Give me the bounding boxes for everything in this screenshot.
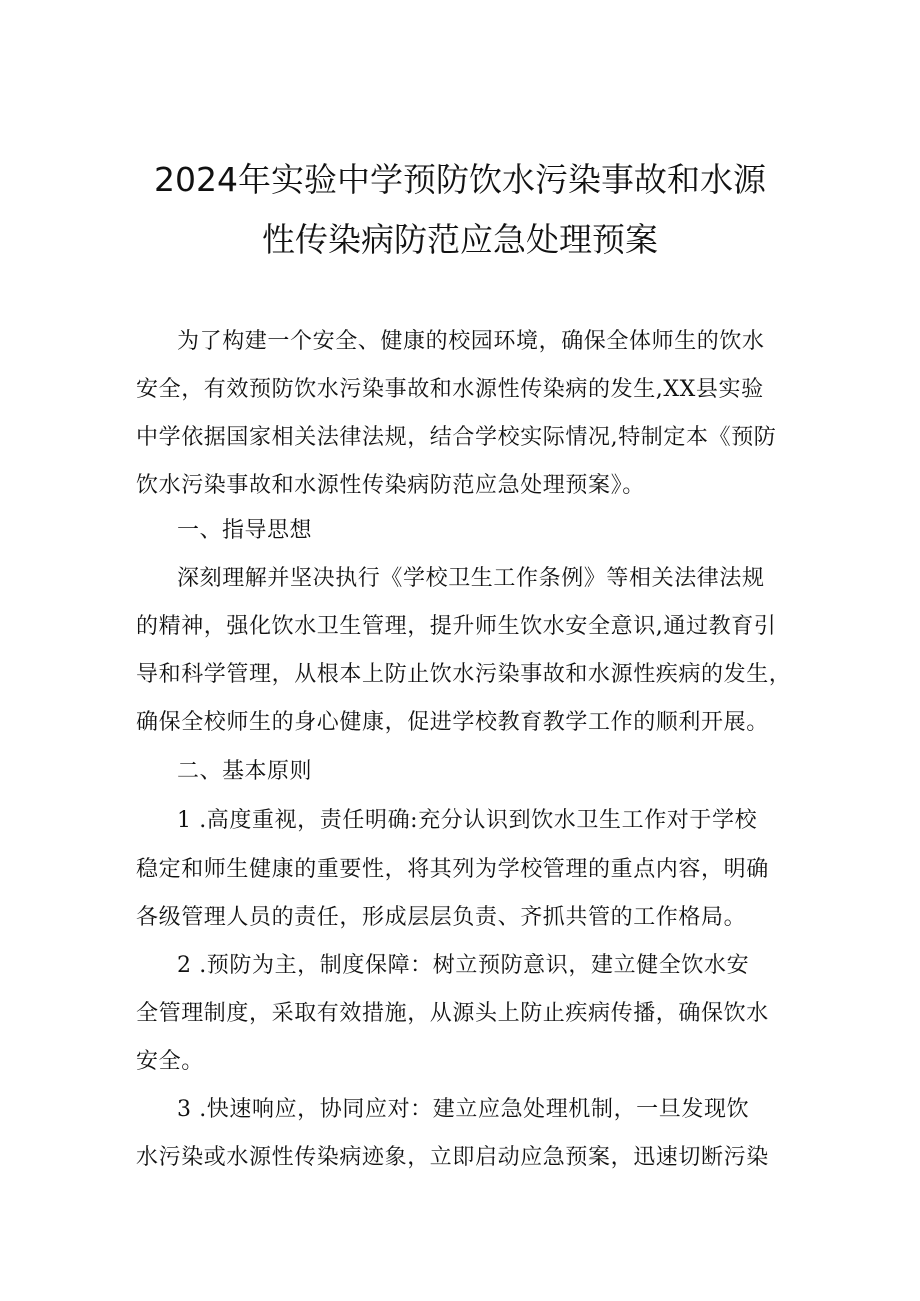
intro-line-1: 为了构建一个安全、健康的校园环境，确保全体师生的饮水 [177,329,765,354]
principle1-line-1: 1 .高度重视，责任明确:充分认识到饮水卫生工作对于学校 [177,808,758,833]
intro-line-3: 中学依据国家相关法律法规，结合学校实际情况,特制定本《预防 [136,425,777,450]
principle2-line-3: 安全。 [136,1049,204,1074]
principle3-line-2: 水污染或水源性传染病迹象，立即启动应急预案，迅速切断污染 [136,1145,769,1170]
section1-line-1: 深刻理解并坚决执行《学校卫生工作条例》等相关法律法规 [177,566,765,591]
intro-line-4: 饮水污染事故和水源性传染病防范应急处理预案》。 [136,473,645,498]
intro-line-2: 安全，有效预防饮水污染事故和水源性传染病的发生,XX县实验 [136,377,764,402]
section-heading-guiding-ideology: 一、指导思想 [177,518,313,543]
principle3-line-1: 3 .快速响应，协同应对：建立应急处理机制，一旦发现饮 [177,1097,750,1122]
section1-line-4: 确保全校师生的身心健康，促进学校教育教学工作的顺利开展。 [136,710,769,735]
document-title-line-2: 性传染病防范应急处理预案 [262,220,658,259]
principle1-line-3: 各级管理人员的责任，形成层层负责、齐抓共管的工作格局。 [136,905,747,930]
section1-line-2: 的精神，强化饮水卫生管理，提升师生饮水安全意识,通过教育引 [136,614,777,639]
section-heading-basic-principles: 二、基本原则 [177,759,313,784]
document-title-line-1: 2024年实验中学预防饮水污染事故和水源 [154,160,766,199]
principle2-line-2: 全管理制度，采取有效措施，从源头上防止疾病传播，确保饮水 [136,1001,769,1026]
principle2-line-1: 2 .预防为主，制度保障：树立预防意识，建立健全饮水安 [177,953,750,978]
section1-line-3: 导和科学管理，从根本上防止饮水污染事故和水源性疾病的发生， [136,662,792,687]
principle1-line-2: 稳定和师生健康的重要性，将其列为学校管理的重点内容，明确 [136,857,769,882]
